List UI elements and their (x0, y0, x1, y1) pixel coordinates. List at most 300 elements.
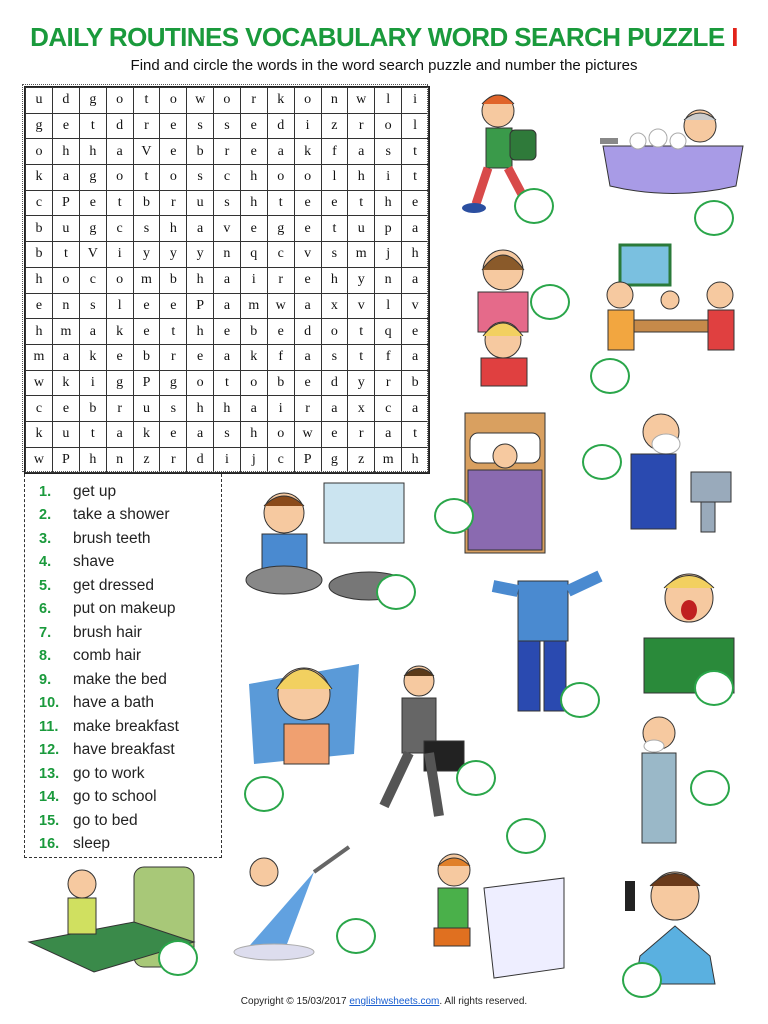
grid-cell[interactable]: m (375, 447, 402, 473)
grid-row (26, 370, 429, 396)
grid-cell[interactable]: h (240, 421, 267, 447)
grid-cell[interactable]: s (187, 113, 214, 139)
grid-cell[interactable]: i (79, 370, 106, 396)
grid-cell[interactable]: u (187, 190, 214, 216)
grid-cell[interactable]: e (402, 190, 429, 216)
grid-cell[interactable]: c (26, 396, 53, 422)
man-brushing-hair-picture (600, 856, 750, 986)
copyright-text: Copyright © 15/03/2017 (240, 996, 347, 1007)
grid-cell[interactable]: v (402, 293, 429, 319)
grid-cell[interactable]: j (240, 447, 267, 473)
grid-cell[interactable]: b (133, 190, 160, 216)
grid-cell[interactable]: b (26, 242, 53, 268)
grid-cell[interactable]: q (375, 319, 402, 345)
grid-cell[interactable]: f (321, 139, 348, 165)
grid-cell[interactable]: s (214, 421, 241, 447)
grid-cell[interactable]: o (375, 113, 402, 139)
grid-cell[interactable]: r (160, 190, 187, 216)
word-text: go to school (73, 788, 157, 806)
word-number: 11. (39, 718, 59, 735)
grid-cell[interactable]: P (187, 293, 214, 319)
grid-cell[interactable]: b (402, 370, 429, 396)
grid-cell[interactable]: r (133, 113, 160, 139)
word-text: get dressed (73, 576, 154, 594)
grid-cell[interactable]: s (321, 242, 348, 268)
grid-cell[interactable]: r (348, 421, 375, 447)
grid-cell[interactable]: m (26, 344, 53, 370)
grid-cell[interactable]: s (187, 165, 214, 191)
grid-cell[interactable]: r (294, 396, 321, 422)
answer-circle[interactable] (590, 358, 630, 394)
grid-cell[interactable]: t (214, 370, 241, 396)
word-list-item (25, 762, 221, 786)
grid-cell[interactable]: x (321, 293, 348, 319)
grid-cell[interactable]: l (321, 165, 348, 191)
grid-cell[interactable]: P (52, 447, 79, 473)
grid-cell[interactable]: d (106, 113, 133, 139)
grid-cell[interactable]: t (160, 319, 187, 345)
grid-cell[interactable]: h (214, 396, 241, 422)
grid-cell[interactable]: t (267, 190, 294, 216)
word-list-item (25, 551, 221, 575)
grid-cell[interactable]: w (26, 370, 53, 396)
answer-circle[interactable] (434, 498, 474, 534)
grid-cell[interactable]: b (79, 396, 106, 422)
grid-cell[interactable]: e (52, 396, 79, 422)
word-list-item (25, 833, 221, 857)
grid-cell[interactable]: e (133, 319, 160, 345)
grid-cell[interactable]: t (348, 190, 375, 216)
grid-cell[interactable]: n (52, 293, 79, 319)
grid-cell[interactable]: a (348, 139, 375, 165)
grid-cell[interactable]: k (52, 370, 79, 396)
boy-in-bed-picture (460, 408, 550, 558)
grid-cell[interactable]: o (187, 370, 214, 396)
grid-cell[interactable]: g (79, 216, 106, 242)
grid-cell[interactable]: r (267, 267, 294, 293)
word-list-item (25, 715, 221, 739)
grid-cell[interactable]: r (348, 113, 375, 139)
grid-cell[interactable]: a (402, 344, 429, 370)
grid-cell[interactable]: h (348, 165, 375, 191)
grid-cell[interactable]: t (106, 190, 133, 216)
grid-cell[interactable]: h (240, 190, 267, 216)
word-text: go to bed (73, 811, 138, 829)
word-text: make breakfast (73, 717, 179, 735)
answer-circle[interactable] (158, 940, 198, 976)
grid-cell[interactable]: k (267, 88, 294, 114)
grid-cell[interactable]: d (52, 88, 79, 114)
grid-cell[interactable]: g (106, 370, 133, 396)
grid-cell[interactable]: z (133, 447, 160, 473)
grid-cell[interactable]: e (240, 216, 267, 242)
grid-row (26, 421, 429, 447)
grid-cell[interactable]: d (294, 319, 321, 345)
grid-cell[interactable]: i (375, 165, 402, 191)
grid-cell[interactable]: a (214, 344, 241, 370)
grid-cell[interactable]: w (348, 88, 375, 114)
grid-cell[interactable]: t (402, 139, 429, 165)
word-list-item (25, 668, 221, 692)
woman-makeup-picture (244, 644, 364, 774)
grid-cell[interactable]: q (240, 242, 267, 268)
grid-cell[interactable]: o (267, 165, 294, 191)
answer-circle[interactable] (376, 574, 416, 610)
answer-circle[interactable] (514, 188, 554, 224)
grid-cell[interactable]: o (106, 165, 133, 191)
answer-circle[interactable] (694, 200, 734, 236)
grid-cell[interactable]: z (321, 113, 348, 139)
grid-cell[interactable]: a (106, 421, 133, 447)
word-number: 8. (39, 648, 52, 665)
grid-cell[interactable]: h (240, 165, 267, 191)
word-number: 12. (39, 742, 60, 759)
grid-row (26, 88, 429, 114)
grid-cell[interactable]: r (160, 447, 187, 473)
grid-cell[interactable]: t (52, 242, 79, 268)
grid-cell[interactable]: a (240, 396, 267, 422)
grid-cell[interactable]: r (214, 139, 241, 165)
grid-cell[interactable]: g (26, 113, 53, 139)
grid-cell[interactable]: P (133, 370, 160, 396)
grid-cell[interactable]: s (214, 113, 241, 139)
grid-cell[interactable]: y (348, 370, 375, 396)
grid-cell[interactable]: r (106, 396, 133, 422)
grid-cell[interactable]: c (26, 190, 53, 216)
grid-row (26, 113, 429, 139)
grid-cell[interactable]: u (133, 396, 160, 422)
word-text: take a shower (73, 506, 170, 524)
grid-cell[interactable]: j (375, 242, 402, 268)
grid-cell[interactable]: o (294, 165, 321, 191)
grid-cell[interactable]: e (294, 190, 321, 216)
grid-cell[interactable]: e (133, 293, 160, 319)
grid-cell[interactable]: V (79, 242, 106, 268)
grid-cell[interactable]: c (106, 216, 133, 242)
grid-cell[interactable]: P (294, 447, 321, 473)
grid-cell[interactable]: n (375, 267, 402, 293)
word-text: brush hair (73, 623, 142, 641)
grid-cell[interactable]: t (348, 344, 375, 370)
grid-cell[interactable]: s (133, 216, 160, 242)
grid-cell[interactable]: m (348, 242, 375, 268)
grid-cell[interactable]: h (26, 267, 53, 293)
answer-circle[interactable] (244, 776, 284, 812)
grid-cell[interactable]: e (52, 113, 79, 139)
grid-cell[interactable]: l (106, 293, 133, 319)
grid-cell[interactable]: h (321, 267, 348, 293)
word-list-item (25, 504, 221, 528)
grid-cell[interactable]: V (133, 139, 160, 165)
grid-cell[interactable]: e (79, 190, 106, 216)
word-number: 10. (39, 695, 60, 712)
grid-cell[interactable]: b (160, 267, 187, 293)
footer (0, 996, 768, 1007)
grid-cell[interactable]: h (79, 447, 106, 473)
grid-cell[interactable]: l (375, 293, 402, 319)
grid-cell[interactable]: s (160, 396, 187, 422)
grid-cell[interactable]: h (26, 319, 53, 345)
grid-cell[interactable]: o (106, 267, 133, 293)
grid-cell[interactable]: k (106, 319, 133, 345)
word-text: go to work (73, 764, 145, 782)
grid-cell[interactable]: y (133, 242, 160, 268)
word-number: 4. (39, 554, 52, 571)
grid-cell[interactable]: a (106, 139, 133, 165)
grid-cell[interactable]: c (79, 267, 106, 293)
grid-cell[interactable]: r (240, 88, 267, 114)
grid-cell[interactable]: a (187, 216, 214, 242)
grid-cell[interactable]: e (267, 319, 294, 345)
grid-cell[interactable]: i (402, 88, 429, 114)
grid-cell[interactable]: s (321, 344, 348, 370)
word-list-item (25, 739, 221, 763)
grid-cell[interactable]: n (106, 447, 133, 473)
grid-cell[interactable]: u (52, 216, 79, 242)
title-text: DAILY ROUTINES VOCABULARY WORD SEARCH PUZZLE (30, 22, 725, 52)
grid-cell[interactable]: e (160, 139, 187, 165)
grid-cell[interactable]: n (321, 88, 348, 114)
grid-cell[interactable]: o (267, 421, 294, 447)
grid-cell[interactable]: g (160, 370, 187, 396)
grid-cell[interactable]: e (160, 293, 187, 319)
grid-cell[interactable]: y (348, 267, 375, 293)
word-number: 6. (39, 601, 52, 618)
grid-cell[interactable]: a (402, 396, 429, 422)
grid-cell[interactable]: e (321, 190, 348, 216)
grid-cell[interactable]: s (375, 139, 402, 165)
man-shaving-picture (606, 402, 736, 552)
grid-cell[interactable]: h (187, 319, 214, 345)
grid-cell[interactable]: a (214, 293, 241, 319)
grid-cell[interactable]: u (52, 421, 79, 447)
grid-cell[interactable]: a (79, 319, 106, 345)
grid-row (26, 165, 429, 191)
grid-cell[interactable]: k (133, 421, 160, 447)
grid-row (26, 139, 429, 165)
grid-cell[interactable]: t (133, 165, 160, 191)
grid-cell[interactable]: d (187, 447, 214, 473)
grid-cell[interactable]: c (267, 447, 294, 473)
boy-making-bed-picture (404, 848, 574, 993)
grid-cell[interactable]: m (240, 293, 267, 319)
word-text: sleep (73, 835, 111, 853)
grid-cell[interactable]: e (106, 344, 133, 370)
answer-circle[interactable] (690, 770, 730, 806)
grid-cell[interactable]: b (133, 344, 160, 370)
word-number: 14. (39, 789, 60, 806)
rights-text: . All rights reserved. (439, 996, 528, 1007)
grid-cell[interactable]: t (79, 113, 106, 139)
word-number: 2. (39, 507, 52, 524)
grid-row (26, 447, 429, 473)
grid-cell[interactable]: d (267, 113, 294, 139)
grid-cell[interactable]: g (79, 165, 106, 191)
grid-cell[interactable]: e (294, 267, 321, 293)
grid-cell[interactable]: c (214, 165, 241, 191)
grid-cell[interactable]: t (348, 319, 375, 345)
grid-cell[interactable]: e (294, 216, 321, 242)
grid-cell[interactable]: g (321, 447, 348, 473)
grid-cell[interactable]: h (79, 139, 106, 165)
word-text: make the bed (73, 670, 167, 688)
grid-cell[interactable]: p (375, 216, 402, 242)
grid-cell[interactable]: r (375, 370, 402, 396)
man-shower-picture (224, 842, 354, 962)
grid-cell[interactable]: s (79, 293, 106, 319)
grid-cell[interactable]: v (294, 242, 321, 268)
word-number: 16. (39, 836, 60, 853)
grid-cell[interactable]: t (133, 88, 160, 114)
answer-circle[interactable] (694, 670, 734, 706)
grid-cell[interactable]: z (348, 447, 375, 473)
grid-cell[interactable]: a (52, 165, 79, 191)
answer-circle[interactable] (506, 818, 546, 854)
grid-cell[interactable]: c (267, 242, 294, 268)
grid-row (26, 293, 429, 319)
grid-cell[interactable]: o (106, 88, 133, 114)
word-number: 9. (39, 671, 52, 688)
grid-cell[interactable]: o (26, 139, 53, 165)
grid-cell[interactable]: h (402, 447, 429, 473)
answer-circle[interactable] (582, 444, 622, 480)
grid-cell[interactable]: x (348, 396, 375, 422)
word-number: 5. (39, 577, 52, 594)
grid-cell[interactable]: o (214, 88, 241, 114)
grid-cell[interactable]: l (402, 113, 429, 139)
answer-circle[interactable] (336, 918, 376, 954)
word-text: brush teeth (73, 529, 151, 547)
grid-cell[interactable]: w (26, 447, 53, 473)
answer-circle[interactable] (560, 682, 600, 718)
grid-cell[interactable]: a (321, 396, 348, 422)
grid-cell[interactable]: h (160, 216, 187, 242)
grid-cell[interactable]: n (214, 242, 241, 268)
grid-cell[interactable]: f (375, 344, 402, 370)
grid-cell[interactable]: d (321, 370, 348, 396)
grid-cell[interactable]: h (52, 139, 79, 165)
word-list-item (25, 527, 221, 551)
answer-circle[interactable] (530, 284, 570, 320)
grid-cell[interactable]: a (294, 293, 321, 319)
instructions: Find and circle the words in the word search puzzle and number the pictures (130, 57, 638, 74)
answer-circle[interactable] (622, 962, 662, 998)
grid-cell[interactable]: a (267, 139, 294, 165)
grid-cell[interactable]: a (52, 344, 79, 370)
grid-cell[interactable]: y (160, 242, 187, 268)
grid-cell[interactable]: e (160, 113, 187, 139)
grid-cell[interactable]: f (267, 344, 294, 370)
grid-cell[interactable]: t (402, 165, 429, 191)
grid-cell[interactable]: w (187, 88, 214, 114)
grid-cell[interactable]: b (267, 370, 294, 396)
grid-cell[interactable]: k (26, 165, 53, 191)
grid-cell[interactable]: a (375, 421, 402, 447)
grid-cell[interactable]: a (402, 216, 429, 242)
grid-cell[interactable]: l (375, 88, 402, 114)
grid-cell[interactable]: k (79, 344, 106, 370)
grid-cell[interactable]: c (375, 396, 402, 422)
grid-cell[interactable]: m (133, 267, 160, 293)
grid-cell[interactable]: o (160, 88, 187, 114)
grid-cell[interactable]: y (187, 242, 214, 268)
grid-cell[interactable]: w (294, 421, 321, 447)
grid-cell[interactable]: h (402, 242, 429, 268)
grid-cell[interactable]: u (26, 88, 53, 114)
grid-cell[interactable]: r (160, 344, 187, 370)
grid-cell[interactable]: h (187, 396, 214, 422)
grid-cell[interactable]: e (160, 421, 187, 447)
grid-cell[interactable]: b (187, 139, 214, 165)
grid-cell[interactable]: h (375, 190, 402, 216)
word-text: comb hair (73, 647, 142, 665)
grid-cell[interactable]: a (294, 344, 321, 370)
grid-cell[interactable]: e (321, 421, 348, 447)
grid-cell[interactable]: g (267, 216, 294, 242)
grid-cell[interactable]: w (267, 293, 294, 319)
grid-cell[interactable]: v (214, 216, 241, 242)
grid-cell[interactable]: i (267, 396, 294, 422)
grid-cell[interactable]: e (187, 344, 214, 370)
grid-cell[interactable]: o (240, 370, 267, 396)
grid-cell[interactable]: i (214, 447, 241, 473)
word-list-item (25, 786, 221, 810)
grid-cell[interactable]: P (52, 190, 79, 216)
word-number: 13. (39, 765, 60, 782)
grid-cell[interactable]: i (106, 242, 133, 268)
grid-cell[interactable]: a (214, 267, 241, 293)
grid-cell[interactable]: o (52, 267, 79, 293)
grid-row (26, 216, 429, 242)
grid-cell[interactable]: m (52, 319, 79, 345)
grid-cell[interactable]: b (26, 216, 53, 242)
grid-cell[interactable]: s (214, 190, 241, 216)
word-number: 15. (39, 812, 60, 829)
grid-cell[interactable]: o (160, 165, 187, 191)
grid-cell[interactable]: k (240, 344, 267, 370)
grid-cell[interactable]: b (240, 319, 267, 345)
grid-cell[interactable]: v (348, 293, 375, 319)
grid-cell[interactable]: i (294, 113, 321, 139)
title-mark: I (731, 22, 738, 52)
grid-cell[interactable]: g (79, 88, 106, 114)
grid-cell[interactable]: e (402, 319, 429, 345)
grid-cell[interactable]: a (187, 421, 214, 447)
grid-row (26, 396, 429, 422)
grid-cell[interactable]: a (402, 267, 429, 293)
grid-cell[interactable]: o (294, 88, 321, 114)
grid-cell[interactable]: k (26, 421, 53, 447)
grid-cell[interactable]: i (240, 267, 267, 293)
grid-cell[interactable]: u (348, 216, 375, 242)
grid-cell[interactable]: h (187, 267, 214, 293)
grid-cell[interactable]: t (79, 421, 106, 447)
word-list-item (25, 598, 221, 622)
site-link[interactable]: englishwsheets.com (349, 996, 440, 1007)
grid-cell[interactable]: o (321, 319, 348, 345)
grid-cell[interactable]: t (321, 216, 348, 242)
grid-cell[interactable]: t (402, 421, 429, 447)
word-text: get up (73, 482, 117, 500)
grid-cell[interactable]: e (240, 113, 267, 139)
grid-cell[interactable]: e (214, 319, 241, 345)
grid-cell[interactable]: e (294, 370, 321, 396)
grid-cell[interactable]: e (26, 293, 53, 319)
grid-cell[interactable]: k (294, 139, 321, 165)
answer-circle[interactable] (456, 760, 496, 796)
grid-cell[interactable]: e (240, 139, 267, 165)
grid-row (26, 190, 429, 216)
